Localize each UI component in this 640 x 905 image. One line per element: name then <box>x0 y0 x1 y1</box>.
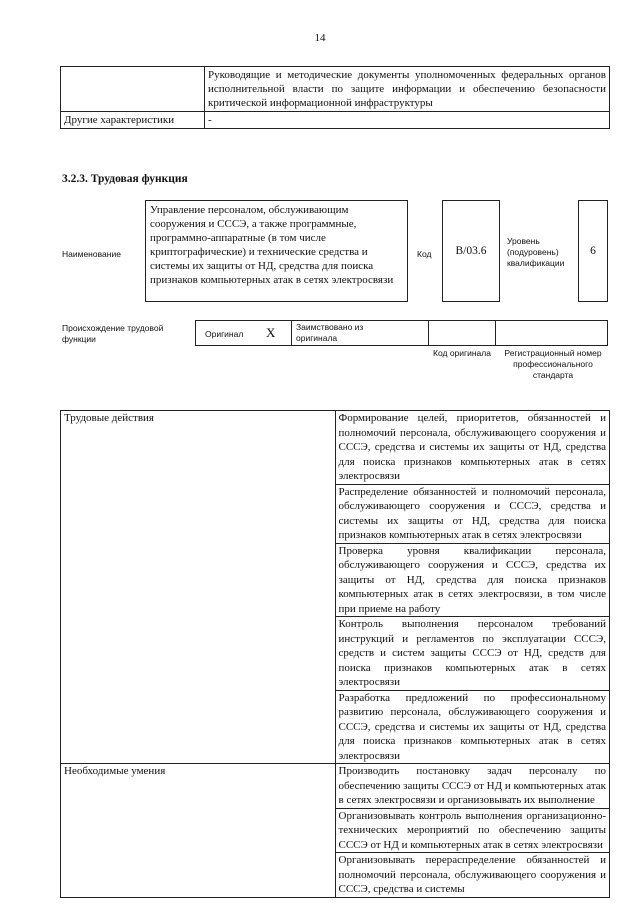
list-item: Разработка предложений по профессиональному развитию персонала, обслуживающего сооружения и СССЭ, средства и системы их защиты от НД, средства для поиска признаков компьютерных атак в сетях электросвязи <box>335 690 610 764</box>
code-label: Код <box>417 249 432 259</box>
group-label: Необходимые умения <box>61 764 336 898</box>
original-cell <box>195 320 292 346</box>
borrowed-label: Заимствовано из оригинала <box>296 322 364 343</box>
function-name-value: Управление персоналом, обслуживающим сооружения и СССЭ, а также программные, программно-аппаратные (в том числе криптографические) и технические средства и системы их защиты от НД, средства для поиска признаков компьютерных атак в сетях электросвязи <box>145 200 408 302</box>
group-label: Трудовые действия <box>61 411 336 764</box>
original-mark: X <box>266 325 276 340</box>
function-code-value: B/03.6 <box>442 200 500 302</box>
registration-caption: Регистрационный номер профессионального стандарта <box>504 348 602 380</box>
function-details-table <box>60 410 610 898</box>
list-item: Формирование целей, приоритетов, обязанностей и полномочий персонала, обслуживающего сооружения и СССЭ, средства и системы их защиты от НД, средства для поиска признаков компьютерных атак в сетях электросвязи <box>335 411 610 485</box>
row-text: - <box>205 112 610 129</box>
row-label: Другие характеристики <box>61 112 205 129</box>
table-row <box>61 764 610 809</box>
row-label <box>61 67 205 112</box>
table-row <box>61 67 610 112</box>
table-row <box>61 411 610 485</box>
list-item: Контроль выполнения персоналом требований инструкций и регламентов по эксплуатации СССЭ, средств и систем защиты СССЭ от НД, средств для поиска признаков компьютерных атак в сетях электросвязи <box>335 617 610 691</box>
code-caption: Код оригинала <box>433 348 491 358</box>
list-item: Проверка уровня квалификации персонала, обслуживающего сооружения и СССЭ, средства их защиты от НД, средства для поиска признаков компьютерных атак в сетях электросвязи, в том числе при приеме на работу <box>335 543 610 617</box>
list-item: Организовывать перераспределение обязанностей и полномочий персонала, обслуживающего сооружения и СССЭ, средства и системы <box>335 853 610 898</box>
list-item: Производить постановку задач персоналу по обеспечению защиты СССЭ от НД и компьютерных атак в сетях электросвязи и организовывать их выполнение <box>335 764 610 809</box>
level-label: Уровень (подуровень) квалификации <box>507 236 565 268</box>
origin-label: Происхождение трудовой функции <box>62 323 164 344</box>
original-code-cell <box>428 320 496 346</box>
list-item: Организовывать контроль выполнения организационно-технических мероприятий по обеспечению защиты СССЭ от НД и компьютерных атак в сетях электросвязи <box>335 808 610 853</box>
name-label: Наименование <box>62 249 121 259</box>
requirements-table-continued <box>60 66 610 129</box>
list-item: Распределение обязанностей и полномочий персонала, обслуживающего сооружения и СССЭ, средства и системы их защиты от НД, средства для поиска признаков компьютерных атак в сетях электросвязи <box>335 484 610 543</box>
qualification-level-value: 6 <box>578 200 608 302</box>
section-heading: 3.2.3. Трудовая функция <box>62 173 188 185</box>
original-label: Оригинал <box>205 329 244 339</box>
table-row <box>61 112 610 129</box>
registration-number-cell <box>495 320 608 346</box>
page-number: 14 <box>314 32 326 44</box>
borrowed-cell <box>291 320 429 346</box>
row-text: Руководящие и методические документы уполномоченных федеральных органов исполнительной власти по защите информации и обеспечению безопасности критической информационной инфраструктуры <box>205 67 610 112</box>
